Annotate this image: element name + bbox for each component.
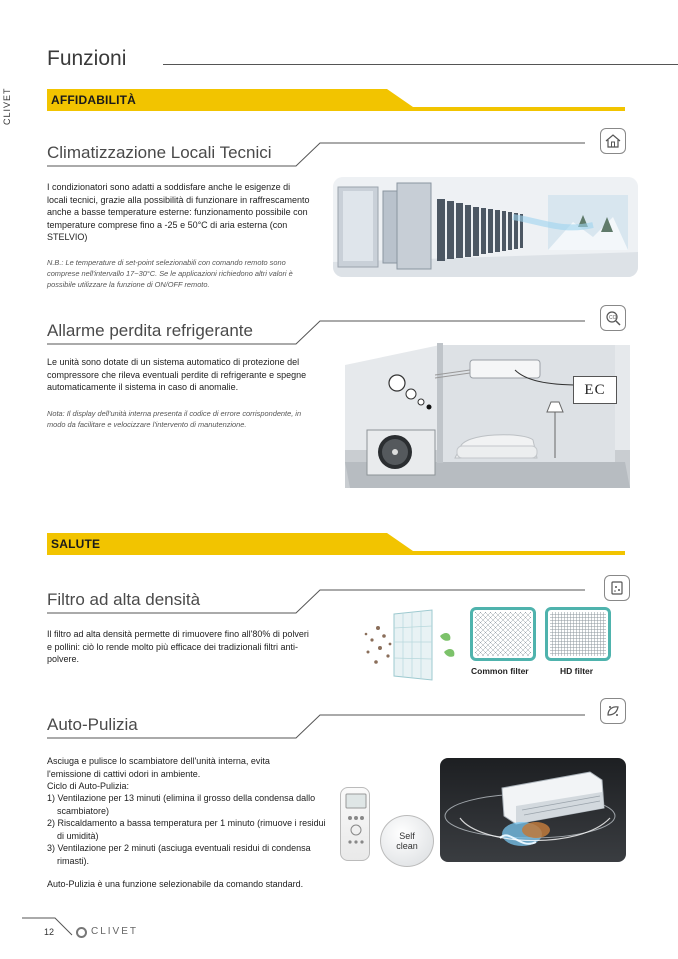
feature-note-locali-tecnici: N.B.: Le temperature di set-point selezionabili con comando remoto sono comprese nell'intervallo 17~30°C. Se le applicazioni richiedono altri valori è possibile utilizzare la funzione di ON/OFF remoto. [47,258,293,289]
common-filter-swatch [470,607,536,661]
self-clean-icon [600,698,626,724]
error-code-display: EC [573,376,617,404]
server-room-image [333,177,638,277]
section-label-affidabilita: AFFIDABILITÀ [51,93,137,107]
house-icon [600,128,626,154]
cycle-label: Ciclo di Auto-Pulizia: [47,781,130,791]
feature-title-locali-tecnici: Climatizzazione Locali Tecnici [47,143,272,162]
self-clean-label-2: clean [396,841,418,851]
feature-title-autopulizia: Auto-Pulizia [47,715,138,734]
feature-title-filtro: Filtro ad alta densità [47,590,201,609]
caption-hd-filter: HD filter [560,666,594,676]
caption-common-filter: Common filter [471,666,529,676]
feature-note-allarme: Nota: Il display dell'unità interna presenta il codice di errore corrispondente, in modo da facilitare e velocizzare l'intervento di manutenzione. [47,409,302,429]
closing-text: Auto-Pulizia è una funzione selezionabile da comando standard. [47,879,304,889]
remote-control [340,787,370,861]
page-number: 12 [44,927,55,937]
feature-body-filtro: Il filtro ad alta densità permette di rimuovere fino all'80% di polveri e pollini: ciò lo rende molto più efficace dei tradizionali filtri anti-polvere. [47,629,309,664]
section-band-affidabilita [47,89,625,111]
title-rule [163,64,678,65]
feature-title-allarme: Allarme perdita refrigerante [47,321,253,340]
svg-text:CO: CO [609,315,617,321]
cycle-step-2: 2) Riscaldamento a bassa temperatura per 1 minuto (rimuove i residui di umidità) [47,818,326,841]
footer-logo: CLIVET [91,926,139,937]
feature-intro-autopulizia: Asciuga e pulisce lo scambiatore dell'unità interna, evita l'emissione di cattivi odori in ambiente. [47,756,270,779]
page-title: Funzioni [47,47,127,70]
cycle-step-3: 3) Ventilazione per 2 minuti (asciuga eventuali residui di condensa rimasti). [47,843,311,866]
band-shape [47,533,625,557]
hd-filter-swatch [545,607,611,661]
section-band-salute [47,533,625,555]
feature-body-locali-tecnici: I condizionatori sono adatti a soddisfare anche le esigenze di locali tecnici, grazie alla possibilità di funzionare in raffrescamento anche a basse temperature esterne: funzionamento possibile con temperature comprese fino a -25 e 50°C di aria esterna (con STELVIO) [47,182,310,242]
leak-search-icon [600,305,626,331]
self-clean-label-1: Self [399,831,415,841]
side-brand: CLIVET [2,87,12,125]
logo-mark-icon [76,927,87,938]
filter-illustration [358,606,458,684]
cycle-step-1: 1) Ventilazione per 13 minuti (elimina il grosso della condensa dallo scambiatore) [47,793,316,816]
indoor-unit-cleaning-image [440,758,626,862]
filter-icon [604,575,630,601]
room-illustration [345,340,630,488]
section-label-salute: SALUTE [51,537,101,551]
self-clean-button[interactable] [380,815,434,867]
feature-body-allarme: Le unità sono dotate di un sistema automatico di protezione del compressore che rileva eventuali perdite di refrigerante e spegne automaticamente il sistema in caso di anomalie. [47,357,307,392]
